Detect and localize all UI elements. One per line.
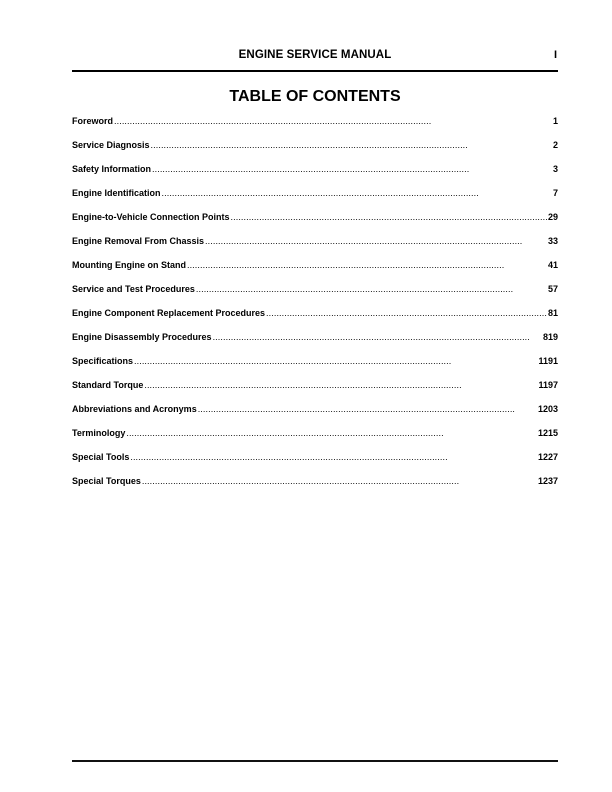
dot-leader: [162, 188, 552, 198]
toc-entry-page: 33: [547, 236, 558, 246]
toc-entry-page: 1197: [538, 380, 558, 390]
page-number: I: [554, 49, 558, 61]
toc-entry-page: 7: [552, 188, 558, 198]
toc-entry[interactable]: [72, 284, 558, 308]
toc-entry-label: Mounting Engine on Stand: [72, 260, 186, 270]
toc-entry[interactable]: [72, 212, 558, 236]
toc-entry[interactable]: [72, 404, 558, 428]
toc-entry[interactable]: [72, 116, 558, 140]
toc-entry-page: 1215: [537, 428, 558, 438]
toc-entry[interactable]: [72, 380, 558, 404]
toc-entry-label: Special Torques: [72, 476, 141, 486]
toc-title: TABLE OF CONTENTS: [229, 88, 401, 105]
toc-entry[interactable]: [72, 260, 558, 284]
manual-title: ENGINE SERVICE MANUAL: [238, 49, 392, 61]
toc-entry[interactable]: [72, 308, 558, 332]
toc-entry-label: Engine Identification: [72, 188, 161, 198]
dot-leader: [196, 284, 547, 294]
toc-entry-page: 41: [547, 260, 558, 270]
toc-entry-page: 1227: [537, 452, 558, 462]
toc-entry-label: Engine-to-Vehicle Connection Points: [72, 212, 230, 222]
dot-leader: [114, 116, 552, 126]
toc-entry-label: Terminology: [72, 428, 126, 438]
dot-leader: [187, 260, 547, 270]
dot-leader: [266, 308, 547, 318]
toc-entry-page: 1: [552, 116, 558, 126]
toc-entry[interactable]: [72, 332, 558, 356]
toc-entry[interactable]: [72, 236, 558, 260]
dot-leader: [151, 140, 552, 150]
toc-entry-page: 29: [547, 212, 558, 222]
dot-leader: [134, 356, 537, 366]
toc-entry-label: Service and Test Procedures: [72, 284, 195, 294]
toc-entry[interactable]: [72, 356, 558, 380]
toc-entry-page: 81: [547, 308, 558, 318]
toc-list: [72, 116, 558, 500]
toc-entry[interactable]: [72, 452, 558, 476]
dot-leader: [198, 404, 537, 414]
toc-entry-label: Abbreviations and Acronyms: [72, 404, 197, 414]
dot-leader: [130, 452, 537, 462]
toc-entry-label: Safety Information: [72, 164, 152, 174]
toc-entry-page: 1191: [538, 356, 558, 366]
toc-entry-page: 819: [542, 332, 558, 342]
toc-entry-label: Standard Torque: [72, 380, 144, 390]
dot-leader: [213, 332, 542, 342]
header-rule: [72, 70, 558, 72]
dot-leader: [126, 428, 537, 438]
toc-entry-page: 1237: [537, 476, 558, 486]
toc-entry-page: 1203: [537, 404, 558, 414]
toc-entry[interactable]: [72, 188, 558, 212]
toc-entry-label: Foreword: [72, 116, 114, 126]
dot-leader: [205, 236, 547, 246]
toc-entry-label: Service Diagnosis: [72, 140, 150, 150]
toc-entry-label: Special Tools: [72, 452, 130, 462]
dot-leader: [152, 164, 552, 174]
dot-leader: [142, 476, 537, 486]
toc-entry-label: Specifications: [72, 356, 134, 366]
toc-entry-label: Engine Disassembly Procedures: [72, 332, 212, 342]
toc-entry[interactable]: [72, 428, 558, 452]
toc-entry-page: 57: [547, 284, 558, 294]
toc-entry-page: 2: [552, 140, 558, 150]
dot-leader: [144, 380, 537, 390]
toc-entry[interactable]: [72, 164, 558, 188]
dot-leader: [231, 212, 547, 222]
toc-entry-page: 3: [552, 164, 558, 174]
toc-entry-label: Engine Component Replacement Procedures: [72, 308, 266, 318]
toc-entry[interactable]: [72, 140, 558, 164]
footer-rule: [72, 760, 558, 762]
toc-entry-label: Engine Removal From Chassis: [72, 236, 205, 246]
toc-entry[interactable]: [72, 476, 558, 500]
